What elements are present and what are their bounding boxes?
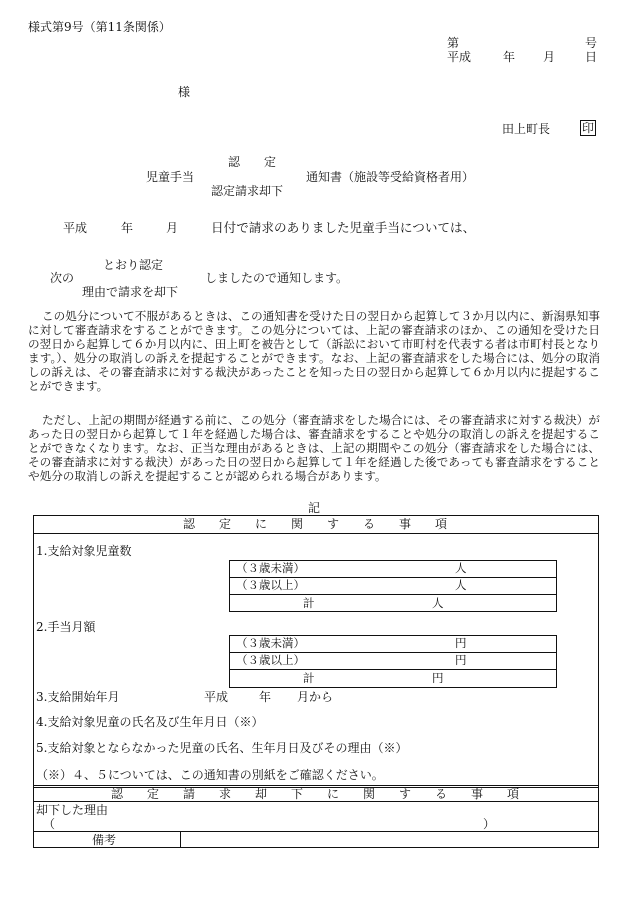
item2-label: 2.手当月額 [36, 620, 96, 634]
table1-heading: 認 定 に 関 す る 事 項 [182, 517, 447, 531]
table2-heading-divider [33, 801, 599, 802]
monthly-amount-divider-2 [229, 669, 557, 670]
sentence1-era: 平成 [63, 221, 88, 235]
notice-paragraph-1: この処分について不服があるときは、この通知書を受けた日の翌日から起算して３か月以内に、新潟県知事に対して審査請求をすることができます。この処分については、上記の審査請求のほか、この通知を受けた日の翌日から起算して６か月以内に、田上町を被告として（訴訟において市町村を代表する者は市町村長となります。）、処分の取消しの訴えを提起することができます。なお、上記の審査請求をした場合には、処分の取消しの訴えは、その審査請求に対する裁決があったことを知った日の翌日から起算して６か月以内に提起することができます。 [28, 309, 600, 393]
form-label: 様式第9号（第11条関係） [28, 20, 171, 34]
title-option-kyakka: 認定請求却下 [211, 184, 284, 198]
sentence2-option-approve: とおり認定 [103, 258, 164, 272]
child-count-under3-label: （３歳未満） [236, 561, 305, 575]
sentence2-text: しましたので通知します。 [205, 271, 349, 285]
remarks-divider [33, 831, 599, 832]
issuer-name: 田上町長 [502, 122, 551, 136]
date-month-label: 月 [543, 50, 556, 64]
item4-label: 4.支給対象児童の氏名及び生年月日（※） [36, 715, 264, 729]
remarks-column-divider [180, 831, 181, 848]
item3-label: 3.支給開始年月 [36, 690, 120, 704]
item1-label: 1.支給対象児童数 [36, 544, 132, 558]
sentence1-year: 年 [121, 221, 134, 235]
monthly-amount-under3-label: （３歳未満） [236, 636, 305, 650]
title-main-left: 児童手当 [146, 170, 195, 184]
monthly-amount-total-unit: 円 [432, 671, 444, 685]
rejection-reason-label: 却下した理由 [36, 803, 109, 817]
monthly-amount-under3-unit: 円 [455, 636, 467, 650]
title-main-right: 通知書（施設等受給資格者用） [306, 170, 475, 184]
notice-paragraph-2: ただし、上記の期間が経過する前に、この処分（審査請求をした場合には、その審査請求に対する裁決）があった日の翌日から起算して１年を経過した場合は、審査請求をすることや処分の取消しの訴えを提起することができなくなります。なお、正当な理由があるときは、上記の期間やこの処分（審査請求をした場合には、その審査請求に対する裁決）があった日の翌日から起算して１年を経過した後であっても審査請求をすることや処分の取消しの訴えを提起することが認められる場合があります。 [28, 413, 600, 483]
remarks-label: 備考 [92, 833, 117, 847]
item3-month-from: 月から [297, 690, 334, 704]
rejection-reason-open-paren: （ [43, 817, 56, 831]
sentence1-text: 日付で請求のありました児童手当については、 [211, 220, 476, 235]
rejection-reason-close-paren: ） [483, 817, 496, 831]
child-count-under3-unit: 人 [455, 561, 467, 575]
child-count-total-unit: 人 [432, 596, 444, 610]
date-era: 平成 [447, 50, 472, 64]
item5-label: 5.支給対象とならなかった児童の氏名、生年月日及びその理由（※） [36, 741, 408, 755]
monthly-amount-over3-label: （３歳以上） [236, 653, 305, 667]
item3-year: 年 [259, 690, 272, 704]
child-count-over3-unit: 人 [455, 578, 467, 592]
child-count-over3-label: （３歳以上） [236, 578, 305, 592]
doc-number-prefix: 第 [447, 36, 460, 50]
table2-heading: 認 定 請 求 却 下 に 関 す る 事 項 [110, 787, 519, 801]
date-year-label: 年 [503, 50, 516, 64]
sentence2-option-reject: 理由で請求を却下 [82, 285, 179, 299]
addressee-suffix: 様 [178, 85, 191, 99]
date-day-label: 日 [585, 50, 598, 64]
sentence1-month: 月 [166, 221, 179, 235]
attachment-note: （※）４、５については、この通知書の別紙をご確認ください。 [36, 768, 384, 782]
monthly-amount-over3-unit: 円 [455, 653, 467, 667]
child-count-divider-2 [229, 594, 557, 595]
doc-number-suffix: 号 [585, 36, 598, 50]
table1-heading-divider [33, 533, 599, 534]
monthly-amount-total-label: 計 [303, 671, 315, 685]
item3-era: 平成 [204, 690, 229, 704]
seal-mark: 印 [582, 121, 595, 135]
child-count-total-label: 計 [303, 596, 315, 610]
sentence2-prefix: 次の [50, 271, 75, 285]
ki-mark: 記 [308, 501, 321, 515]
title-option-nintei: 認 定 [228, 155, 277, 169]
